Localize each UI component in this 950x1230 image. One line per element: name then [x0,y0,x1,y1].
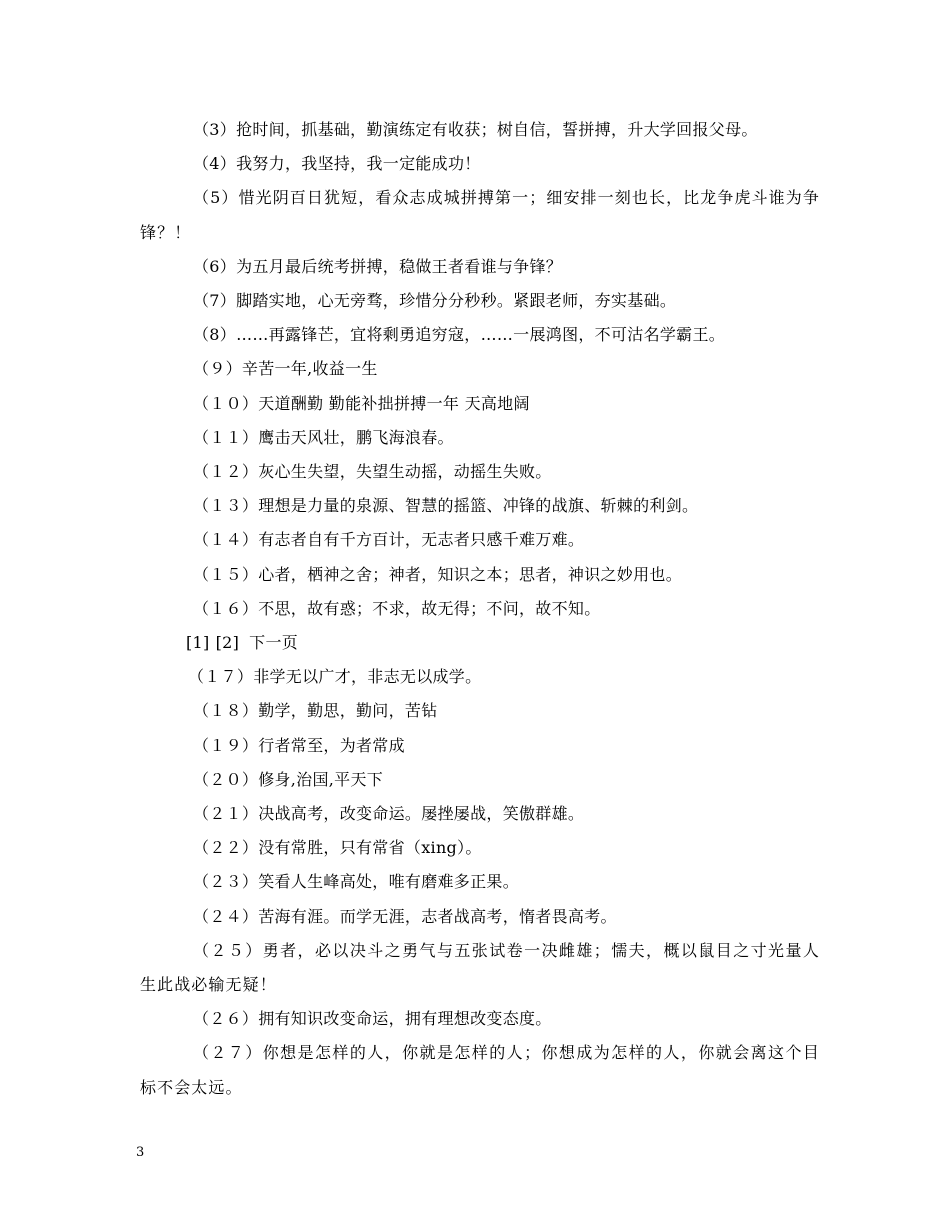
motto-line-22: （２２）没有常胜，只有常省（xing）。 [193,838,482,858]
motto-line-15: （１５）心者，栖神之舍；神者，知识之本；思者，神识之妙用也。 [193,564,683,584]
motto-line-6: （6）为五月最后统考拼搏，稳做王者看谁与争锋？ [193,256,563,276]
motto-line-26: （２６）拥有知识改变命运，拥有理想改变态度。 [193,1009,552,1029]
motto-line-3: （3）抢时间，抓基础，勤演练定有收获；树自信，誓拼搏，升大学回报父母。 [193,120,758,139]
motto-line-13: （１３）理想是力量的泉源、智慧的摇篮、冲锋的战旗、斩棘的利剑。 [193,496,699,516]
motto-line-5: （5）惜光阴百日犹短，看众志成城拼搏第一；细安排一刻也长，比龙争虎斗谁为争锋？！ [140,188,820,242]
motto-line-23: （２３）笑看人生峰高处，唯有磨难多正果。 [193,872,520,892]
next-page-link[interactable]: 下一页 [249,633,299,653]
page-link-1[interactable]: [1] [186,633,210,653]
motto-line-8: （8）……再露锋芒，宜将剩勇追穷寇，……一展鸿图，不可沽名学霸王。 [193,325,726,345]
motto-line-21: （２１）决战高考，改变命运。屡挫屡战，笑傲群雄。 [193,804,585,824]
motto-line-11: （１１）鹰击天风壮，鹏飞海浪春。 [193,427,454,447]
motto-line-25: （２５）勇者，必以决斗之勇气与五张试卷一决雌雄；懦夫，概以鼠目之寸光量人生此战必输无疑！ [140,940,820,995]
motto-line-19: （１９）行者常至，为者常成 [193,735,405,755]
motto-line-16: （１６）不思，故有惑；不求，故无得；不问，故不知。 [193,598,601,618]
pagination [140,626,820,660]
motto-line-9: （９）辛苦一年,收益一生 [193,359,378,379]
motto-line-7: （7）脚踏实地，心无旁骛，珍惜分分秒秒。紧跟老师，夯实基础。 [193,291,677,311]
motto-line-10: （１０）天道酬勤 勤能补拙拼搏一年 天高地阔 [193,393,530,413]
motto-line-14: （１４）有志者自有千方百计，无志者只感千难万难。 [193,530,585,550]
motto-line-18: （１８）勤学，勤思，勤问，苦钻 [193,701,438,721]
page-link-2[interactable]: [2] [215,633,240,653]
page-number: 3 [136,1145,145,1160]
motto-line-24: （２４）苦海有涯。而学无涯，志者战高考，惰者畏高考。 [193,906,617,926]
motto-line-4: （4）我努力，我坚持，我一定能成功！ [193,154,481,174]
motto-line-20: （２０）修身,治国,平天下 [193,769,384,789]
document-body [140,113,820,1105]
motto-line-12: （１２）灰心生失望，失望生动摇，动摇生失败。 [193,462,552,482]
motto-line-27: （２７）你想是怎样的人，你就是怎样的人；你想成为怎样的人，你就会离这个目标不会太远。 [140,1043,820,1097]
motto-line-17: （１７）非学无以广才，非志无以成学。 [188,667,482,687]
